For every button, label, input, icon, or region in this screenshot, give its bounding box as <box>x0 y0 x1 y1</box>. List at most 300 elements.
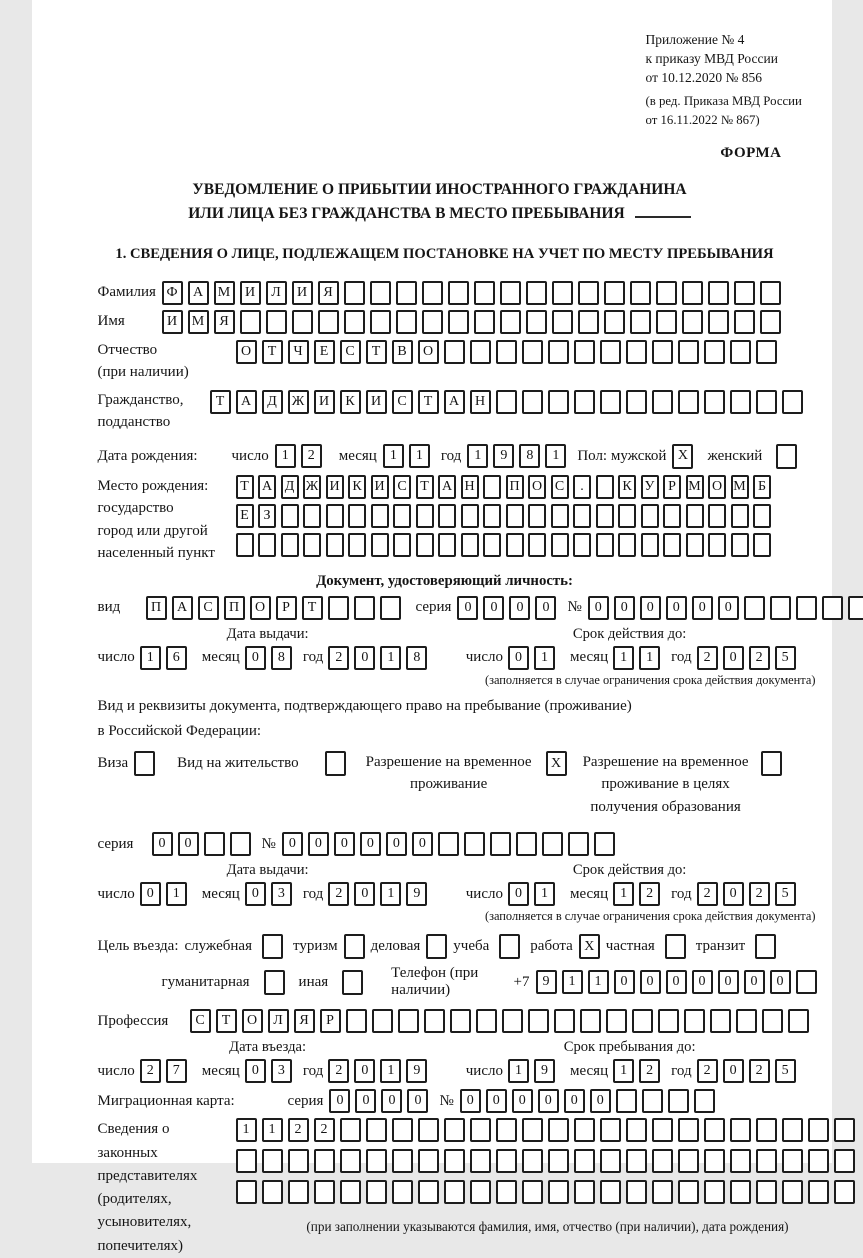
char-cell[interactable] <box>652 340 673 364</box>
char-cell[interactable]: 1 <box>383 444 404 468</box>
char-cell[interactable] <box>834 1118 855 1142</box>
char-cell[interactable] <box>340 1180 361 1204</box>
char-cell[interactable] <box>731 533 749 557</box>
char-cell[interactable]: 0 <box>508 646 529 670</box>
char-cell[interactable]: М <box>214 281 235 305</box>
char-cell[interactable] <box>710 1009 731 1033</box>
char-cell[interactable]: Т <box>302 596 323 620</box>
purpose-work-checkbox[interactable]: X <box>579 934 600 959</box>
char-cell[interactable] <box>496 340 517 364</box>
char-cell[interactable] <box>663 504 681 528</box>
char-cell[interactable]: С <box>198 596 219 620</box>
char-cell[interactable]: О <box>528 475 546 499</box>
char-cell[interactable] <box>438 533 456 557</box>
char-cell[interactable]: 2 <box>639 1059 660 1083</box>
char-cell[interactable]: П <box>146 596 167 620</box>
char-cell[interactable]: 0 <box>718 596 739 620</box>
char-cell[interactable] <box>652 390 673 414</box>
char-cell[interactable] <box>528 533 546 557</box>
char-cell[interactable]: А <box>188 281 209 305</box>
char-cell[interactable] <box>326 504 344 528</box>
char-cell[interactable] <box>422 310 443 334</box>
char-cell[interactable]: Т <box>416 475 434 499</box>
char-cell[interactable] <box>548 1118 569 1142</box>
char-cell[interactable]: 0 <box>329 1089 350 1113</box>
char-cell[interactable]: 9 <box>406 882 427 906</box>
char-cell[interactable]: А <box>444 390 465 414</box>
char-cell[interactable]: М <box>686 475 704 499</box>
char-cell[interactable]: 2 <box>314 1118 335 1142</box>
purpose-other-checkbox[interactable] <box>342 970 363 995</box>
char-cell[interactable]: 8 <box>519 444 540 468</box>
char-cell[interactable] <box>730 1118 751 1142</box>
char-cell[interactable] <box>371 504 389 528</box>
char-cell[interactable] <box>708 281 729 305</box>
char-cell[interactable] <box>658 1009 679 1033</box>
char-cell[interactable] <box>371 533 389 557</box>
char-cell[interactable] <box>230 832 251 856</box>
char-cell[interactable] <box>552 281 573 305</box>
char-cell[interactable] <box>522 1118 543 1142</box>
purpose-transit-checkbox[interactable] <box>755 934 776 959</box>
purpose-business-checkbox[interactable] <box>426 934 447 959</box>
char-cell[interactable]: 0 <box>723 1059 744 1083</box>
char-cell[interactable] <box>483 475 501 499</box>
char-cell[interactable] <box>730 1149 751 1173</box>
char-cell[interactable] <box>416 533 434 557</box>
char-cell[interactable] <box>396 310 417 334</box>
char-cell[interactable]: Р <box>320 1009 341 1033</box>
char-cell[interactable]: 0 <box>770 970 791 994</box>
char-cell[interactable]: И <box>371 475 389 499</box>
char-cell[interactable]: 3 <box>271 882 292 906</box>
char-cell[interactable] <box>834 1149 855 1173</box>
char-cell[interactable]: 8 <box>406 646 427 670</box>
char-cell[interactable] <box>834 1180 855 1204</box>
char-cell[interactable] <box>340 1118 361 1142</box>
char-cell[interactable] <box>704 340 725 364</box>
char-cell[interactable]: С <box>393 475 411 499</box>
char-cell[interactable] <box>630 281 651 305</box>
char-cell[interactable] <box>632 1009 653 1033</box>
char-cell[interactable] <box>281 504 299 528</box>
char-cell[interactable] <box>348 533 366 557</box>
char-cell[interactable]: Д <box>262 390 283 414</box>
char-cell[interactable] <box>604 310 625 334</box>
char-cell[interactable]: 5 <box>775 646 796 670</box>
char-cell[interactable] <box>753 533 771 557</box>
char-cell[interactable]: 1 <box>380 646 401 670</box>
char-cell[interactable] <box>756 1118 777 1142</box>
char-cell[interactable]: Ж <box>288 390 309 414</box>
char-cell[interactable]: Я <box>318 281 339 305</box>
char-cell[interactable] <box>782 1118 803 1142</box>
char-cell[interactable] <box>450 1009 471 1033</box>
char-cell[interactable]: 0 <box>640 596 661 620</box>
char-cell[interactable] <box>596 504 614 528</box>
char-cell[interactable]: Я <box>214 310 235 334</box>
char-cell[interactable] <box>318 310 339 334</box>
char-cell[interactable] <box>708 310 729 334</box>
char-cell[interactable]: 0 <box>483 596 504 620</box>
char-cell[interactable] <box>574 1118 595 1142</box>
char-cell[interactable] <box>522 1180 543 1204</box>
char-cell[interactable] <box>656 310 677 334</box>
char-cell[interactable] <box>416 504 434 528</box>
char-cell[interactable]: 1 <box>236 1118 257 1142</box>
char-cell[interactable]: 1 <box>166 882 187 906</box>
char-cell[interactable] <box>370 281 391 305</box>
char-cell[interactable] <box>618 533 636 557</box>
char-cell[interactable] <box>418 1180 439 1204</box>
char-cell[interactable] <box>760 310 781 334</box>
char-cell[interactable]: Т <box>216 1009 237 1033</box>
char-cell[interactable]: 0 <box>723 646 744 670</box>
char-cell[interactable] <box>704 390 725 414</box>
char-cell[interactable]: 1 <box>588 970 609 994</box>
char-cell[interactable] <box>542 832 563 856</box>
char-cell[interactable]: 2 <box>749 882 770 906</box>
char-cell[interactable] <box>626 340 647 364</box>
char-cell[interactable]: . <box>573 475 591 499</box>
char-cell[interactable]: 2 <box>697 882 718 906</box>
char-cell[interactable] <box>344 281 365 305</box>
char-cell[interactable] <box>630 310 651 334</box>
char-cell[interactable] <box>500 281 521 305</box>
char-cell[interactable] <box>704 1149 725 1173</box>
char-cell[interactable]: З <box>258 504 276 528</box>
char-cell[interactable] <box>808 1149 829 1173</box>
char-cell[interactable] <box>418 1118 439 1142</box>
char-cell[interactable] <box>506 504 524 528</box>
char-cell[interactable]: 1 <box>613 646 634 670</box>
char-cell[interactable]: 5 <box>775 1059 796 1083</box>
char-cell[interactable]: Б <box>753 475 771 499</box>
char-cell[interactable] <box>668 1089 689 1113</box>
char-cell[interactable]: Т <box>210 390 231 414</box>
char-cell[interactable]: К <box>348 475 366 499</box>
char-cell[interactable]: М <box>188 310 209 334</box>
char-cell[interactable] <box>782 1149 803 1173</box>
char-cell[interactable]: О <box>250 596 271 620</box>
char-cell[interactable] <box>652 1180 673 1204</box>
char-cell[interactable] <box>348 504 366 528</box>
char-cell[interactable]: А <box>236 390 257 414</box>
char-cell[interactable] <box>396 281 417 305</box>
char-cell[interactable]: 1 <box>534 646 555 670</box>
char-cell[interactable]: 1 <box>409 444 430 468</box>
char-cell[interactable]: Р <box>663 475 681 499</box>
char-cell[interactable] <box>240 310 261 334</box>
char-cell[interactable] <box>788 1009 809 1033</box>
char-cell[interactable] <box>496 1180 517 1204</box>
char-cell[interactable]: 0 <box>412 832 433 856</box>
char-cell[interactable] <box>548 390 569 414</box>
char-cell[interactable] <box>694 1089 715 1113</box>
char-cell[interactable] <box>600 340 621 364</box>
char-cell[interactable] <box>328 596 349 620</box>
char-cell[interactable]: 2 <box>288 1118 309 1142</box>
char-cell[interactable]: 0 <box>354 882 375 906</box>
char-cell[interactable] <box>736 1009 757 1033</box>
char-cell[interactable]: 0 <box>590 1089 611 1113</box>
char-cell[interactable]: 0 <box>354 646 375 670</box>
char-cell[interactable] <box>626 390 647 414</box>
char-cell[interactable] <box>626 1118 647 1142</box>
char-cell[interactable] <box>574 1180 595 1204</box>
temp-permit-edu-checkbox[interactable] <box>761 751 782 776</box>
char-cell[interactable] <box>822 596 843 620</box>
char-cell[interactable]: 1 <box>275 444 296 468</box>
char-cell[interactable] <box>552 310 573 334</box>
char-cell[interactable] <box>444 1180 465 1204</box>
purpose-official-checkbox[interactable] <box>262 934 283 959</box>
char-cell[interactable]: 0 <box>360 832 381 856</box>
char-cell[interactable]: А <box>438 475 456 499</box>
char-cell[interactable] <box>490 832 511 856</box>
char-cell[interactable] <box>418 1149 439 1173</box>
char-cell[interactable]: 0 <box>381 1089 402 1113</box>
char-cell[interactable] <box>528 504 546 528</box>
char-cell[interactable] <box>796 970 817 994</box>
char-cell[interactable]: 0 <box>354 1059 375 1083</box>
char-cell[interactable] <box>568 832 589 856</box>
char-cell[interactable]: 2 <box>328 646 349 670</box>
sex-female-checkbox[interactable] <box>776 444 797 469</box>
char-cell[interactable]: 1 <box>613 1059 634 1083</box>
char-cell[interactable] <box>686 533 704 557</box>
char-cell[interactable]: 0 <box>308 832 329 856</box>
char-cell[interactable]: Т <box>418 390 439 414</box>
char-cell[interactable] <box>730 1180 751 1204</box>
char-cell[interactable] <box>626 1180 647 1204</box>
char-cell[interactable]: И <box>162 310 183 334</box>
char-cell[interactable]: 9 <box>493 444 514 468</box>
char-cell[interactable] <box>393 504 411 528</box>
char-cell[interactable]: С <box>340 340 361 364</box>
char-cell[interactable] <box>641 504 659 528</box>
char-cell[interactable] <box>678 1180 699 1204</box>
char-cell[interactable] <box>730 390 751 414</box>
char-cell[interactable] <box>594 832 615 856</box>
char-cell[interactable] <box>448 310 469 334</box>
char-cell[interactable] <box>262 1180 283 1204</box>
char-cell[interactable] <box>314 1149 335 1173</box>
char-cell[interactable] <box>600 390 621 414</box>
char-cell[interactable] <box>616 1089 637 1113</box>
char-cell[interactable] <box>734 310 755 334</box>
char-cell[interactable] <box>366 1180 387 1204</box>
char-cell[interactable] <box>392 1180 413 1204</box>
char-cell[interactable] <box>470 1118 491 1142</box>
char-cell[interactable] <box>730 340 751 364</box>
char-cell[interactable]: 1 <box>262 1118 283 1142</box>
char-cell[interactable] <box>618 504 636 528</box>
char-cell[interactable]: 9 <box>534 1059 555 1083</box>
char-cell[interactable]: 0 <box>666 596 687 620</box>
char-cell[interactable] <box>506 533 524 557</box>
char-cell[interactable]: 1 <box>467 444 488 468</box>
char-cell[interactable]: С <box>190 1009 211 1033</box>
char-cell[interactable] <box>578 310 599 334</box>
char-cell[interactable] <box>600 1149 621 1173</box>
char-cell[interactable] <box>760 281 781 305</box>
char-cell[interactable] <box>393 533 411 557</box>
char-cell[interactable] <box>554 1009 575 1033</box>
char-cell[interactable]: Я <box>294 1009 315 1033</box>
char-cell[interactable] <box>354 596 375 620</box>
char-cell[interactable]: 1 <box>613 882 634 906</box>
char-cell[interactable] <box>848 596 863 620</box>
char-cell[interactable]: 0 <box>460 1089 481 1113</box>
char-cell[interactable] <box>596 475 614 499</box>
char-cell[interactable]: 0 <box>614 596 635 620</box>
char-cell[interactable] <box>808 1180 829 1204</box>
char-cell[interactable]: 7 <box>166 1059 187 1083</box>
residence-permit-checkbox[interactable] <box>325 751 346 776</box>
char-cell[interactable]: 2 <box>639 882 660 906</box>
char-cell[interactable] <box>476 1009 497 1033</box>
char-cell[interactable]: 0 <box>512 1089 533 1113</box>
char-cell[interactable] <box>303 504 321 528</box>
char-cell[interactable] <box>756 1149 777 1173</box>
char-cell[interactable] <box>756 390 777 414</box>
char-cell[interactable]: 9 <box>536 970 557 994</box>
char-cell[interactable] <box>770 596 791 620</box>
char-cell[interactable]: 0 <box>245 1059 266 1083</box>
char-cell[interactable] <box>522 1149 543 1173</box>
char-cell[interactable] <box>526 281 547 305</box>
purpose-tourism-checkbox[interactable] <box>344 934 365 959</box>
char-cell[interactable] <box>470 1149 491 1173</box>
char-cell[interactable]: 0 <box>723 882 744 906</box>
char-cell[interactable] <box>204 832 225 856</box>
char-cell[interactable] <box>392 1149 413 1173</box>
char-cell[interactable] <box>580 1009 601 1033</box>
char-cell[interactable]: 2 <box>697 646 718 670</box>
char-cell[interactable]: Л <box>268 1009 289 1033</box>
char-cell[interactable] <box>496 390 517 414</box>
char-cell[interactable] <box>574 1149 595 1173</box>
char-cell[interactable]: 0 <box>152 832 173 856</box>
char-cell[interactable]: Т <box>366 340 387 364</box>
char-cell[interactable] <box>464 832 485 856</box>
char-cell[interactable]: 0 <box>509 596 530 620</box>
char-cell[interactable]: 0 <box>535 596 556 620</box>
char-cell[interactable]: У <box>641 475 659 499</box>
char-cell[interactable]: О <box>242 1009 263 1033</box>
char-cell[interactable] <box>438 504 456 528</box>
char-cell[interactable]: Н <box>461 475 479 499</box>
char-cell[interactable]: 0 <box>140 882 161 906</box>
char-cell[interactable]: 0 <box>386 832 407 856</box>
char-cell[interactable] <box>258 533 276 557</box>
char-cell[interactable] <box>496 1149 517 1173</box>
char-cell[interactable]: О <box>418 340 439 364</box>
char-cell[interactable] <box>372 1009 393 1033</box>
char-cell[interactable] <box>626 1149 647 1173</box>
char-cell[interactable] <box>344 310 365 334</box>
char-cell[interactable] <box>548 1149 569 1173</box>
char-cell[interactable]: 2 <box>328 882 349 906</box>
char-cell[interactable]: Р <box>276 596 297 620</box>
char-cell[interactable] <box>516 832 537 856</box>
char-cell[interactable] <box>704 1118 725 1142</box>
char-cell[interactable]: 0 <box>614 970 635 994</box>
char-cell[interactable] <box>522 390 543 414</box>
char-cell[interactable]: А <box>258 475 276 499</box>
char-cell[interactable] <box>578 281 599 305</box>
char-cell[interactable]: 1 <box>534 882 555 906</box>
char-cell[interactable] <box>756 340 777 364</box>
char-cell[interactable]: 1 <box>562 970 583 994</box>
char-cell[interactable] <box>502 1009 523 1033</box>
char-cell[interactable] <box>678 390 699 414</box>
char-cell[interactable] <box>708 533 726 557</box>
char-cell[interactable]: 0 <box>457 596 478 620</box>
char-cell[interactable]: 0 <box>666 970 687 994</box>
char-cell[interactable] <box>548 340 569 364</box>
char-cell[interactable]: К <box>340 390 361 414</box>
char-cell[interactable]: С <box>392 390 413 414</box>
char-cell[interactable] <box>380 596 401 620</box>
char-cell[interactable] <box>573 504 591 528</box>
char-cell[interactable]: 0 <box>178 832 199 856</box>
char-cell[interactable] <box>236 1149 257 1173</box>
char-cell[interactable] <box>526 310 547 334</box>
char-cell[interactable] <box>236 1180 257 1204</box>
char-cell[interactable]: 2 <box>328 1059 349 1083</box>
char-cell[interactable]: 0 <box>538 1089 559 1113</box>
char-cell[interactable] <box>438 832 459 856</box>
char-cell[interactable] <box>346 1009 367 1033</box>
char-cell[interactable] <box>366 1149 387 1173</box>
char-cell[interactable] <box>756 1180 777 1204</box>
visa-checkbox[interactable] <box>134 751 155 776</box>
char-cell[interactable] <box>496 1118 517 1142</box>
char-cell[interactable]: 1 <box>508 1059 529 1083</box>
char-cell[interactable] <box>422 281 443 305</box>
char-cell[interactable] <box>398 1009 419 1033</box>
char-cell[interactable]: 0 <box>282 832 303 856</box>
char-cell[interactable] <box>782 1180 803 1204</box>
char-cell[interactable]: Т <box>236 475 254 499</box>
char-cell[interactable]: А <box>172 596 193 620</box>
char-cell[interactable] <box>303 533 321 557</box>
char-cell[interactable]: П <box>224 596 245 620</box>
char-cell[interactable] <box>292 310 313 334</box>
char-cell[interactable] <box>236 533 254 557</box>
char-cell[interactable]: 6 <box>166 646 187 670</box>
char-cell[interactable] <box>606 1009 627 1033</box>
char-cell[interactable] <box>796 596 817 620</box>
char-cell[interactable]: 0 <box>486 1089 507 1113</box>
char-cell[interactable] <box>744 596 765 620</box>
char-cell[interactable]: Е <box>236 504 254 528</box>
char-cell[interactable] <box>470 340 491 364</box>
char-cell[interactable] <box>708 504 726 528</box>
char-cell[interactable]: 1 <box>140 646 161 670</box>
char-cell[interactable] <box>262 1149 283 1173</box>
char-cell[interactable] <box>281 533 299 557</box>
char-cell[interactable]: 1 <box>380 882 401 906</box>
char-cell[interactable]: Е <box>314 340 335 364</box>
char-cell[interactable] <box>366 1118 387 1142</box>
char-cell[interactable]: 0 <box>744 970 765 994</box>
char-cell[interactable] <box>288 1180 309 1204</box>
char-cell[interactable]: 2 <box>697 1059 718 1083</box>
char-cell[interactable] <box>444 1118 465 1142</box>
